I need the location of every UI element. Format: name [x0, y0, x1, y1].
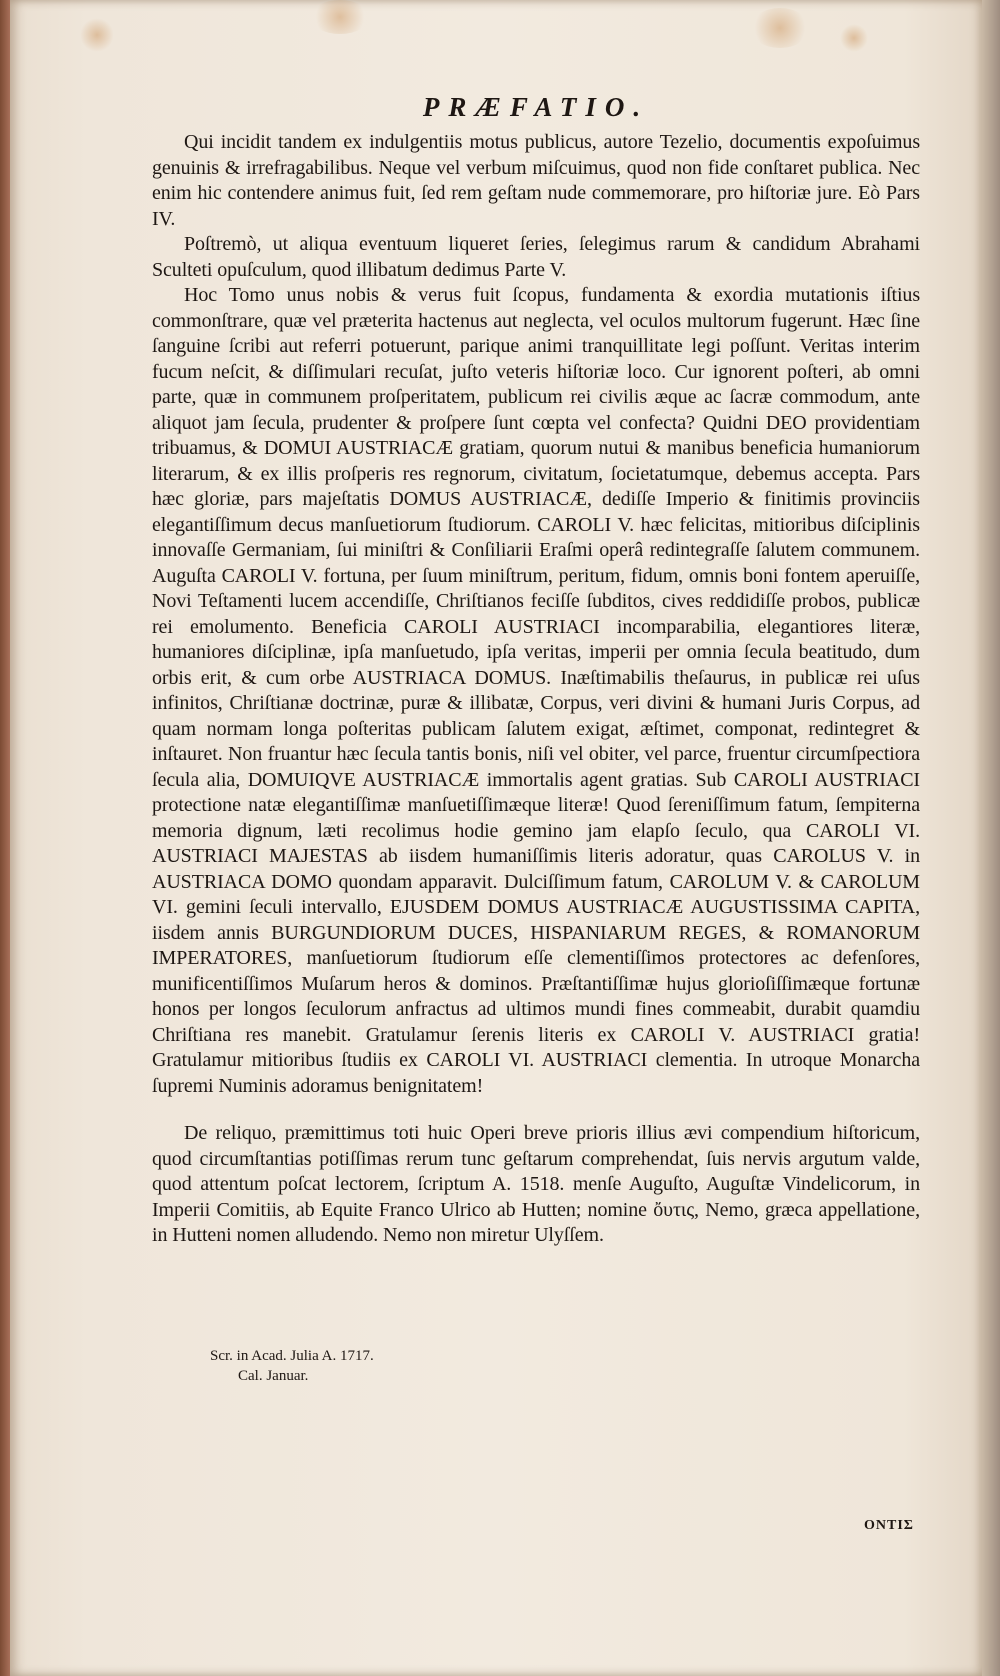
- binding-edge: [0, 0, 10, 1676]
- paragraph: Hoc Tomo unus nobis & verus fuit ſcopus, fundamenta & exordia mutationis iſtius commonſtrare, quæ vel præterita hactenus aut neglecta, vel oculos multorum fugerunt. Hæc ſine ſanguine ſcribi aut referri potuerunt, parique animi tranquillitate legi poſſunt. Veritas interim fucum neſcit, & diſſimulari recuſat, juſto veteris hiſtoriæ loco. Cur ignorent poſteri, ab omni parte, quæ in communem proſperitatem, publicum rei civilis æque ac ſacræ commodum, ante aliquot jam ſecula, prudenter & proſpere ſunt cœpta vel confecta? Quidni DEO providentiam tribuamus, & DOMUI AUSTRIACÆ gratiam, quorum nutui & manibus beneficia humaniorum literarum, & ex illis proſperis res regnorum, civitatum, ſocietatumque, debemus accepta. Pars hæc gloriæ, pars majeſtatis DOMUS AUSTRIACÆ, dediſſe Imperio & finitimis provinciis elegantiſſimum decus manſuetiorum ſtudiorum. CAROLI V. hæc felicitas, mitioribus diſciplinis innovaſſe Germaniam, ſui miniſtri & Conſiliarii Eraſmi operâ redintegraſſe ſalutem communem. Auguſta CAROLI V. fortuna, per ſuum miniſtrum, peritum, fidum, omnis boni fontem aperuiſſe, Novi Teſtamenti lucem accendiſſe, Chriſtianos feciſſe ſubditos, cives reddidiſſe probos, publicæ rei emolumento. Beneficia CAROLI AUSTRIACI incomparabilia, elegantiores literæ, humaniores diſciplinæ, ipſa manſuetudo, ipſa veritas, imperii per omnia ſecula beatitudo, dum orbis erit, & cum orbe AUSTRIACA DOMUS. Inæſtimabilis theſaurus, in publicæ rei uſus infinitos, Chriſtianæ doctrinæ, puræ & illibatæ, Corpus, veri divini & humani Juris Corpus, ad quam normam longa poſteritas publicam ſalutem exigat, æſtimet, componat, redintegret & inſtauret. Non fruantur hæc ſecula tantis bonis, niſi vel obiter, vel parce, fruentur circumſpectiora ſecula alia, DOMUIQVE AUSTRIACÆ immortalis agent gratias. Sub CAROLI AUSTRIACI protectione natæ elegantiſſimæ manſuetiſſimæque literæ! Quod ſereniſſimum fatum, ſempiterna memoria dignum, læti recolimus hodie gemino jam elapſo ſeculo, qua CAROLI VI. AUSTRIACI MAJESTAS ab iisdem humaniſſimis literis adoratur, quas CAROLUS V. in AUSTRIACA DOMO quondam apparavit. Dulciſſimum fatum, CAROLUM V. & CAROLUM VI. gemini ſeculi intervallo, EJUSDEM DOMUS AUSTRIACÆ AUGUSTISSIMA CAPITA, iisdem annis BURGUNDIORUM DUCES, HISPANIARUM REGES, & ROMANORUM IMPERATORES, manſuetiorum ſtudiorum eſſe clementiſſimos protectores ac defenſores, munificentiſſimos Muſarum heros & dominos. Præſtantiſſimæ hujus glorioſiſſimæque fortunæ honos per longos ſeculorum anfractus ad ultimos mundi fines commeabit, durabit quamdiu Chriſtiana res manebit. Gratulamur ſerenis literis ex CAROLI V. AUSTRIACI gratia! Gratulamur mitioribus ſtudiis ex CAROLI VI. AUSTRIACI clementia. In utroque Monarcha ſupremi Numinis adoramus benignitatem!: [152, 284, 920, 1097]
- dateline-date: Cal. Januar.: [238, 1368, 309, 1384]
- paragraph: Poſtremò, ut aliqua eventuum liqueret ſeries, ſelegimus rarum & candidum Abrahami Sculteti opuſculum, quod illibatum dedimus Parte V.: [152, 233, 920, 281]
- catchword: ΟΝΤΙΣ: [864, 1518, 914, 1533]
- paragraph: De reliquo, præmittimus toti huic Operi breve prioris illius ævi compendium hiſtoricum, quod circumſtantias potiſſimas rerum tunc geſtarum comprehendat, ſuis nervis argutum valde, quod attentum poſcat lectorem, ſcriptum A. 1518. menſe Auguſto, Auguſtæ Vindelicorum, in Imperii Comitiis, ab Equite Franco Ulrico ab Hutten; nomine ὄυτις, Nemo, græca appellatione, in Hutteni nomen alludendo. Nemo non miretur Ulyſſem.: [152, 1122, 920, 1246]
- foxing-stain: [80, 18, 114, 52]
- dateline: [210, 1346, 374, 1386]
- preface-text: [152, 92, 920, 1249]
- foxing-stain: [310, 0, 370, 34]
- page-title: PRÆFATIO.: [422, 92, 650, 122]
- dateline-place: Scr. in Acad. Julia A. 1717.: [210, 1348, 374, 1364]
- book-page: [10, 0, 982, 1676]
- foxing-stain: [840, 24, 868, 52]
- paragraph: Qui incidit tandem ex indulgentiis motus publicus, autore Tezelio, documentis expoſuimus genuinis & irrefragabilibus. Neque vel verbum miſcuimus, quod non fide conſtaret publica. Nec enim hic contendere animus fuit, ſed rem geſtam nude commemorare, pro hiſtoriæ jure. Eò Pars IV.: [152, 131, 920, 230]
- page-edge: [982, 0, 1000, 1676]
- foxing-stain: [750, 8, 810, 48]
